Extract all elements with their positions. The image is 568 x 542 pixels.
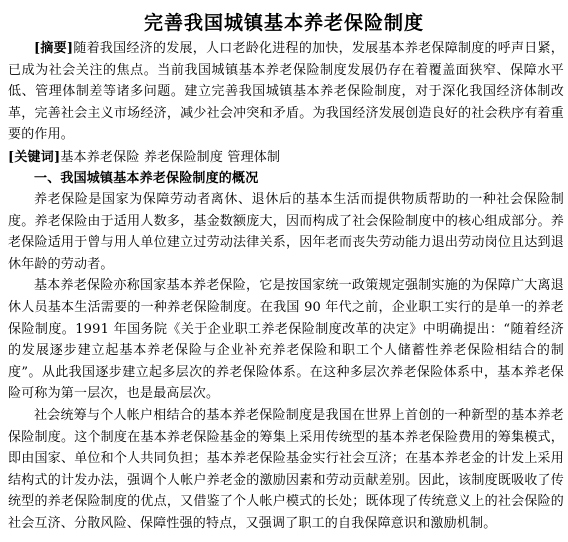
- body-paragraph-2: 基本养老保险亦称国家基本养老保险，它是按国家统一政策规定强制实施的为保障广大离退休人员基本生活需要的一种养老保险制度。在我国 90 年代之前，企业职工实行的是单一的养老保险制度。1991 年国务院《关于企业职工养老保险制度改革的决定》中明确提出：“随着经济的发展逐步建立起基本养老保险与企业补充养老保险和职工个人储蓄性养老保险相结合的制度”。从此我国逐步建立起多层次的养老保险体系。在这种多层次养老保险体系中，基本养老保险可称为第一层次，也是最高层次。: [8, 278, 564, 402]
- section-heading-block: [8, 168, 564, 190]
- keywords-block: [8, 147, 564, 169]
- keywords-text: 基本养老保险 养老保险制度 管理体制: [60, 150, 281, 165]
- abstract-text: 随着我国经济的发展，人口老龄化进程的加快，发展基本养老保障制度的呼声日紧，已成为社会关注的焦点。当前我国城镇基本养老保险制度发展仍存在着覆盖面狭窄、保障水平低、管理体制差等诸多问题。建立完善我国城镇基本养老保险制度，对于深化我国经济体制改革，完善社会主义市场经济，减少社会冲突和矛盾。为我国经济发展创造良好的社会秩序有着重要的作用。: [8, 41, 564, 143]
- abstract-block: [8, 38, 564, 146]
- keywords-label: [关键词]: [8, 150, 61, 165]
- section-heading: 一、我国城镇基本养老保险制度的概况: [34, 171, 259, 186]
- abstract-label: [摘要]: [34, 41, 74, 56]
- body-paragraph-1: 养老保险是国家为保障劳动者离休、退休后的基本生活而提供物质帮助的一种社会保险制度。养老保险由于适用人数多，基金数额庞大，因而构成了社会保险制度中的核心组成部分。养老保险适用于曾与用人单位建立过劳动法律关系，因年老而丧失劳动能力退出劳动岗位且达到退休年龄的劳动者。: [8, 192, 564, 272]
- body-text: [8, 189, 564, 535]
- body-paragraph-3: 社会统筹与个人帐户相结合的基本养老保险制度是我国在世界上首创的一种新型的基本养老保险制度。这个制度在基本养老保险基金的筹集上采用传统型的基本养老保险费用的筹集模式，即由国家、单位和个人共同负担；基本养老保险基金实行社会互济；在基本养老金的计发上采用结构式的计发办法，强调个人帐户养老金的激励因素和劳动贡献差别。因此，该制度既吸收了传统型的养老保险制度的优点，又借鉴了个人帐户模式的长处；既体现了传统意义上的社会保险的社会互济、分散风险、保障性强的特点，又强调了职工的自我保障意识和激励机制。: [8, 407, 564, 531]
- document-title: 完善我国城镇基本养老保险制度: [143, 12, 424, 34]
- abstract-paragraph: [8, 38, 564, 146]
- keywords-line: [8, 147, 564, 169]
